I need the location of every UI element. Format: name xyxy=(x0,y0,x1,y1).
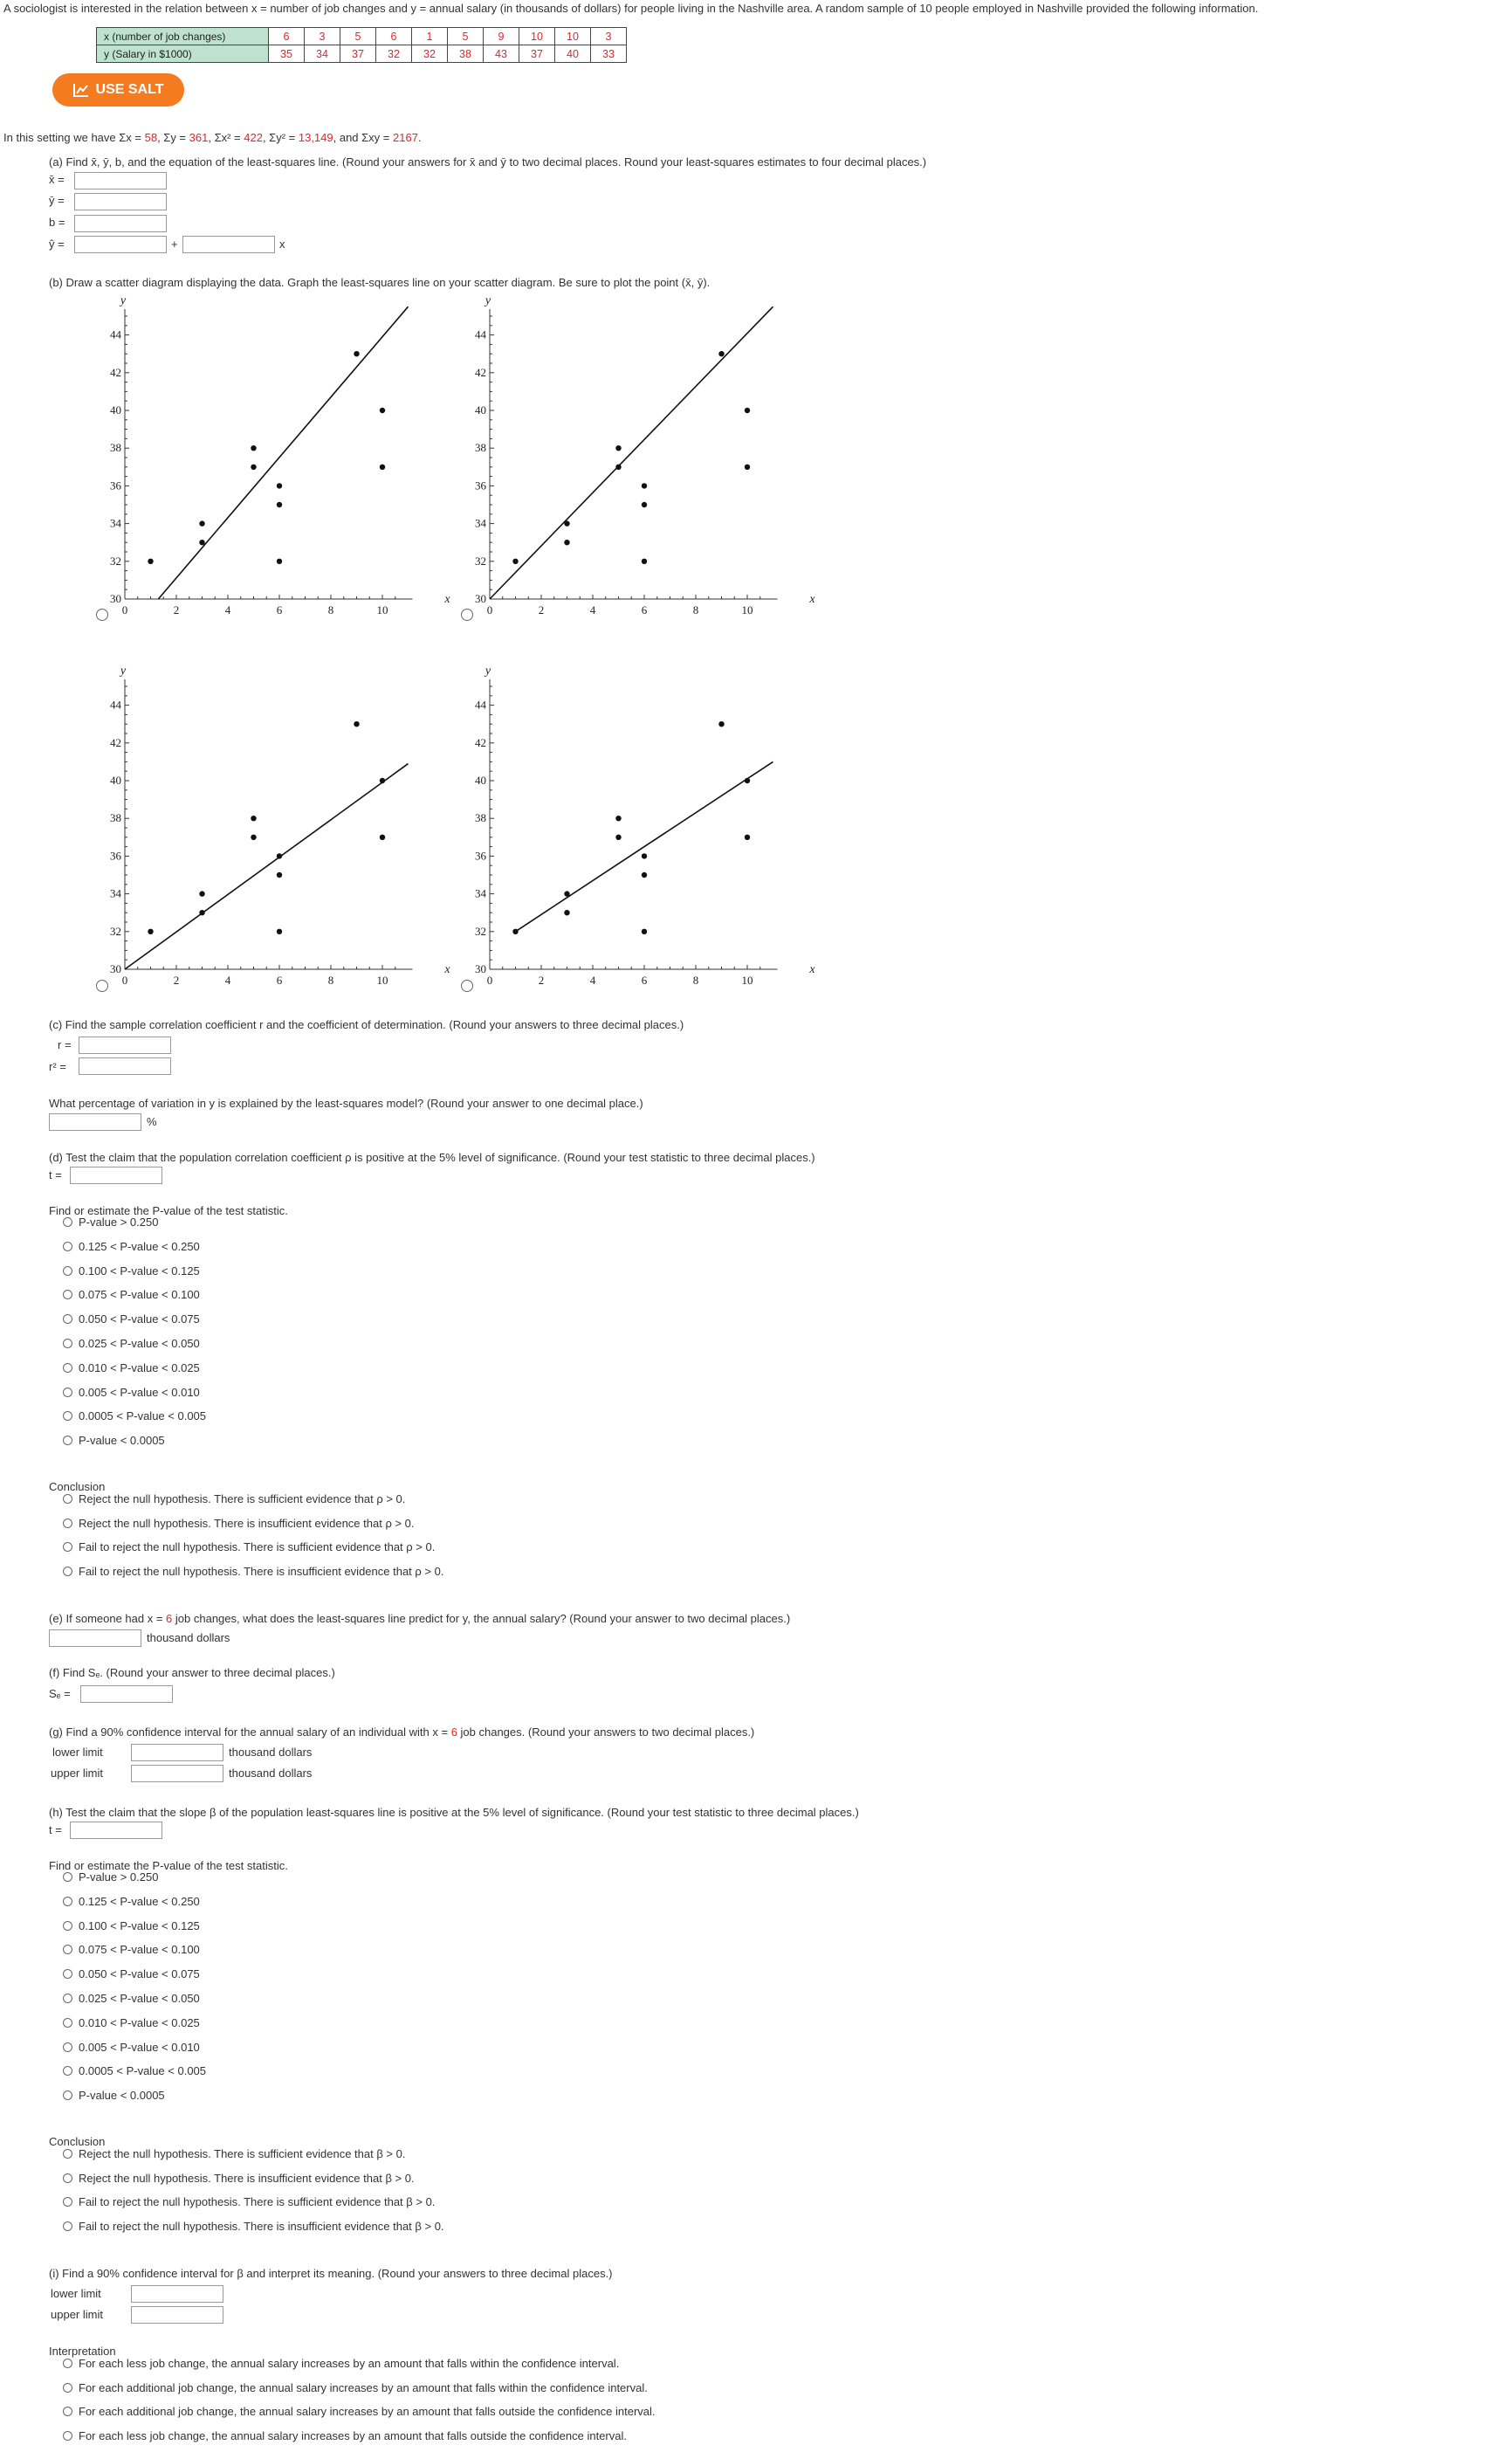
data-point xyxy=(642,483,647,488)
least-squares-line xyxy=(125,764,409,969)
d-pvalue-option[interactable] xyxy=(63,1288,200,1301)
y-tick-label: 34 xyxy=(475,516,486,530)
d-pvalue-option-label: 0.050 < P-value < 0.075 xyxy=(79,1312,200,1326)
h-pvalue-option[interactable] xyxy=(63,2089,165,2102)
d-pvalue-question: Find or estimate the P-value of the test statistic. xyxy=(49,1204,288,1217)
scatter-plot-4 xyxy=(475,665,815,987)
plot-option-4-radio[interactable] xyxy=(461,980,473,992)
g-upper-label: upper limit xyxy=(51,1767,103,1780)
interpretation-option-label: For each additional job change, the annual salary increases by an amount that falls outside the confidence interval. xyxy=(79,2405,656,2419)
x-tick-label: 6 xyxy=(641,974,648,987)
x-cell: 6 xyxy=(269,28,305,45)
data-point xyxy=(199,910,204,915)
y-cell: 37 xyxy=(340,45,376,63)
y-tick-label: 36 xyxy=(110,479,121,492)
h-conclusion-option[interactable] xyxy=(63,2172,415,2185)
data-point xyxy=(277,483,282,488)
y-tick-label: 30 xyxy=(110,962,121,975)
y-axis-label: y xyxy=(120,665,127,678)
interpretation-option[interactable] xyxy=(63,2405,656,2418)
x-tick-label: 6 xyxy=(276,603,283,616)
data-point xyxy=(380,835,385,840)
y-cell: 32 xyxy=(376,45,412,63)
radio-button[interactable] xyxy=(63,2149,72,2159)
data-point xyxy=(199,540,204,545)
least-squares-line xyxy=(490,306,773,599)
d-conclusion-label: Conclusion xyxy=(49,1480,106,1493)
data-point xyxy=(512,929,518,934)
x-tick-label: 0 xyxy=(121,603,128,616)
y-tick-label: 36 xyxy=(110,849,121,863)
y-tick-label: 30 xyxy=(475,962,486,975)
d-pvalue-option-label: 0.0005 < P-value < 0.005 xyxy=(79,1409,207,1423)
data-point xyxy=(380,408,385,413)
h-pvalue-option-label: 0.125 < P-value < 0.250 xyxy=(79,1894,200,1908)
d-pvalue-option[interactable] xyxy=(63,1312,200,1326)
i-lower-input[interactable] xyxy=(131,2285,223,2303)
y-header: y (Salary in $1000) xyxy=(97,45,269,63)
radio-button[interactable] xyxy=(63,2197,72,2207)
intro-text: A sociologist is interested in the relation between x = number of job changes and y = annual salary (in thousands of dollars) for people living in the Nashville area. A random sample of 10 people employed in Nashville provided the following information. xyxy=(3,2,1259,15)
d-pvalue-option-label: 0.025 < P-value < 0.050 xyxy=(79,1337,200,1350)
d-pvalue-option[interactable] xyxy=(63,1240,200,1253)
radio-button[interactable] xyxy=(63,2221,72,2231)
y-cell: 33 xyxy=(591,45,627,63)
h-pvalue-option-label: P-value < 0.0005 xyxy=(79,2089,165,2103)
x-tick-label: 8 xyxy=(692,603,699,616)
percent-input[interactable] xyxy=(49,1113,141,1131)
least-squares-line xyxy=(158,306,408,599)
d-pvalue-option-label: P-value > 0.250 xyxy=(79,1216,159,1229)
x-tick-label: 2 xyxy=(173,603,180,616)
part-i-question: (i) Find a 90% confidence interval for β and interpret its meaning. (Round your answers to three decimal places.) xyxy=(49,2267,613,2280)
h-pvalue-option-label: 0.100 < P-value < 0.125 xyxy=(79,1918,200,1932)
use-salt-label: USE SALT xyxy=(95,82,164,97)
h-pvalue-option[interactable] xyxy=(63,1967,200,1980)
h-pvalue-question: Find or estimate the P-value of the test statistic. xyxy=(49,1859,288,1872)
radio-button[interactable] xyxy=(63,1388,72,1397)
data-point xyxy=(277,559,282,564)
y-tick-label: 38 xyxy=(475,441,486,455)
radio-button[interactable] xyxy=(63,1872,72,1882)
interpretation-option[interactable] xyxy=(63,2381,648,2394)
x-tick-label: 4 xyxy=(224,603,231,616)
interpretation-option[interactable] xyxy=(63,2357,619,2370)
r2-input[interactable] xyxy=(79,1057,171,1075)
radio-button[interactable] xyxy=(63,1314,72,1324)
radio-button[interactable] xyxy=(63,2431,72,2441)
h-conclusion-option-label: Fail to reject the null hypothesis. There is insufficient evidence that β > 0. xyxy=(79,2219,444,2233)
data-point xyxy=(148,559,153,564)
y-tick-label: 40 xyxy=(110,774,121,787)
y-cell: 40 xyxy=(555,45,591,63)
h-pvalue-option-label: 0.025 < P-value < 0.050 xyxy=(79,1992,200,2005)
radio-button[interactable] xyxy=(63,2090,72,2100)
h-t-input[interactable] xyxy=(70,1822,162,1839)
y-tick-label: 30 xyxy=(110,592,121,605)
h-pvalue-option-label: 0.005 < P-value < 0.010 xyxy=(79,2040,200,2054)
interpretation-option-label: For each less job change, the annual salary increases by an amount that falls outside the confidence interval. xyxy=(79,2428,627,2442)
scatter-plot-3 xyxy=(110,665,450,987)
data-point xyxy=(380,778,385,783)
part-c-question: (c) Find the sample correlation coefficient r and the coefficient of determination. (Round your answers to three decimal places.) xyxy=(49,1018,684,1031)
part-b-question: (b) Draw a scatter diagram displaying the data. Graph the least-squares line on your scatter diagram. Be sure to plot the point (x̄, ȳ). xyxy=(49,276,711,289)
x-var-label: x xyxy=(279,238,285,251)
y-tick-label: 40 xyxy=(475,403,486,417)
part-d-question: (d) Test the claim that the population correlation coefficient ρ is positive at the 5% level of significance. (Round your test statistic to three decimal places.) xyxy=(49,1151,815,1164)
y-cell: 34 xyxy=(305,45,340,63)
y-axis-label: y xyxy=(120,294,127,307)
x-header: x (number of job changes) xyxy=(97,28,269,45)
radio-button[interactable] xyxy=(63,1897,72,1906)
data-point xyxy=(642,853,647,858)
part-e-question: (e) If someone had x = 6 job changes, what does the least-squares line predict for y, the annual salary? (Round your answer to two decimal places.) xyxy=(49,1612,791,1625)
plus-label: + xyxy=(171,238,178,251)
radio-button[interactable] xyxy=(63,1411,72,1421)
h-pvalue-option[interactable] xyxy=(63,1895,200,1908)
data-point xyxy=(380,465,385,470)
radio-button[interactable] xyxy=(63,1363,72,1373)
interpretation-label: Interpretation xyxy=(49,2345,116,2358)
ybar-label: ȳ = xyxy=(49,194,65,207)
h-pvalue-option-label: P-value > 0.250 xyxy=(79,1870,159,1884)
g-upper-input[interactable] xyxy=(131,1765,223,1782)
e-unit: thousand dollars xyxy=(147,1631,230,1644)
plot-option-3-radio[interactable] xyxy=(96,980,108,992)
d-conclusion-option[interactable] xyxy=(63,1540,435,1553)
data-point xyxy=(277,872,282,878)
h-pvalue-option[interactable] xyxy=(63,2064,206,2077)
y-tick-label: 38 xyxy=(475,811,486,825)
se-label: Sₑ = xyxy=(49,1687,71,1700)
radio-button[interactable] xyxy=(63,1436,72,1445)
x-tick-label: 8 xyxy=(327,603,334,616)
r-label: r = xyxy=(58,1038,72,1051)
data-point xyxy=(745,408,750,413)
y-cell: 32 xyxy=(412,45,448,63)
y-cell: 43 xyxy=(484,45,519,63)
radio-button[interactable] xyxy=(63,2383,72,2393)
sums-line: In this setting we have Σx = 58, Σy = 361, Σx² = 422, Σy² = 13,149, and Σxy = 2167. xyxy=(3,131,422,144)
y-tick-label: 42 xyxy=(110,365,121,379)
y-tick-label: 42 xyxy=(475,735,486,749)
data-point xyxy=(615,465,621,470)
data-point xyxy=(564,520,569,526)
h-pvalue-option-label: 0.050 < P-value < 0.075 xyxy=(79,1967,200,1981)
data-point xyxy=(718,721,724,727)
x-cell: 3 xyxy=(591,28,627,45)
h-pvalue-option-label: 0.010 < P-value < 0.025 xyxy=(79,2015,200,2029)
radio-button[interactable] xyxy=(63,1519,72,1528)
d-pvalue-option-label: P-value < 0.0005 xyxy=(79,1434,165,1448)
d-conclusion-option-label: Fail to reject the null hypothesis. There is insufficient evidence that ρ > 0. xyxy=(79,1564,444,1578)
data-point xyxy=(642,929,647,934)
x-tick-label: 4 xyxy=(589,974,596,987)
radio-button[interactable] xyxy=(63,1945,72,1954)
x-tick-label: 6 xyxy=(276,974,283,987)
i-upper-label: upper limit xyxy=(51,2308,103,2321)
d-conclusion-option-label: Fail to reject the null hypothesis. There is sufficient evidence that ρ > 0. xyxy=(79,1540,436,1553)
part-a-question: (a) Find x̄, ȳ, b, and the equation of the least-squares line. (Round your answers for x̄ and ȳ to two decimal places. Round your least-squares estimates to four decimal places.) xyxy=(49,155,927,169)
data-point xyxy=(745,778,750,783)
data-point xyxy=(745,835,750,840)
y-tick-label: 36 xyxy=(475,479,486,492)
y-tick-label: 32 xyxy=(475,924,486,938)
radio-button[interactable] xyxy=(63,1921,72,1931)
y-axis-label: y xyxy=(485,294,491,307)
interpretation-option-label: For each less job change, the annual salary increases by an amount that falls within the confidence interval. xyxy=(79,2357,620,2370)
x-tick-label: 10 xyxy=(376,974,388,987)
h-pvalue-option[interactable] xyxy=(63,2016,200,2029)
y-tick-label: 40 xyxy=(475,774,486,787)
d-t-input[interactable] xyxy=(70,1167,162,1184)
g-lower-input[interactable] xyxy=(131,1744,223,1761)
h-conclusion-option[interactable] xyxy=(63,2220,444,2233)
radio-button[interactable] xyxy=(63,1567,72,1576)
y-tick-label: 34 xyxy=(475,886,486,900)
d-pvalue-option[interactable] xyxy=(63,1216,158,1229)
x-tick-label: 8 xyxy=(692,974,699,987)
e-prediction-input[interactable] xyxy=(49,1629,141,1647)
b-label: b = xyxy=(49,216,65,229)
yhat-label: ŷ = xyxy=(49,238,65,251)
data-point xyxy=(615,816,621,821)
d-pvalue-option-label: 0.100 < P-value < 0.125 xyxy=(79,1264,200,1278)
scatter-options xyxy=(0,0,1512,1004)
d-pvalue-option[interactable] xyxy=(63,1361,200,1374)
d-conclusion-option-label: Reject the null hypothesis. There is insufficient evidence that ρ > 0. xyxy=(79,1516,415,1530)
x-cell: 5 xyxy=(448,28,484,45)
radio-button[interactable] xyxy=(63,1494,72,1504)
h-conclusion-option-label: Reject the null hypothesis. There is sufficient evidence that β > 0. xyxy=(79,2147,406,2160)
radio-button[interactable] xyxy=(63,2018,72,2028)
h-conclusion-label: Conclusion xyxy=(49,2135,106,2148)
d-pvalue-option[interactable] xyxy=(63,1409,206,1422)
data-point xyxy=(564,910,569,915)
x-cell: 9 xyxy=(484,28,519,45)
data-point xyxy=(277,502,282,507)
radio-button[interactable] xyxy=(63,2066,72,2076)
d-conclusion-option[interactable] xyxy=(63,1517,415,1530)
y-tick-label: 36 xyxy=(475,849,486,863)
x-cell: 1 xyxy=(412,28,448,45)
radio-button[interactable] xyxy=(63,2359,72,2368)
y-tick-label: 42 xyxy=(475,365,486,379)
y-axis-label: y xyxy=(485,665,491,678)
x-tick-label: 4 xyxy=(589,603,596,616)
h-conclusion-option-label: Reject the null hypothesis. There is insufficient evidence that β > 0. xyxy=(79,2171,415,2185)
x-axis-label: x xyxy=(809,963,815,976)
x-axis-label: x xyxy=(444,593,450,606)
d-pvalue-option[interactable] xyxy=(63,1337,200,1350)
g-lower-label: lower limit xyxy=(52,1746,103,1759)
y-tick-label: 38 xyxy=(110,811,121,825)
data-point xyxy=(354,721,359,727)
i-upper-input[interactable] xyxy=(131,2306,223,2324)
part-h-question: (h) Test the claim that the slope β of the population least-squares line is positive at the 5% level of significance. (Round your test statistic to three decimal places.) xyxy=(49,1806,859,1819)
h-pvalue-option[interactable] xyxy=(63,1943,200,1956)
y-cell: 38 xyxy=(448,45,484,63)
r-input[interactable] xyxy=(79,1037,171,1054)
plot-option-1-radio[interactable] xyxy=(96,609,108,621)
data-point xyxy=(277,929,282,934)
interpretation-option-label: For each additional job change, the annual salary increases by an amount that falls within the confidence interval. xyxy=(79,2380,648,2394)
x-tick-label: 10 xyxy=(741,603,753,616)
data-point xyxy=(251,445,256,451)
radio-button[interactable] xyxy=(63,2042,72,2052)
y-tick-label: 44 xyxy=(475,698,486,712)
data-point xyxy=(251,816,256,821)
data-point xyxy=(251,465,256,470)
scatter-plot-2 xyxy=(475,294,815,616)
y-cell: 35 xyxy=(269,45,305,63)
h-pvalue-option[interactable] xyxy=(63,1919,200,1932)
data-point xyxy=(564,891,569,896)
d-t-label: t = xyxy=(49,1168,62,1181)
d-pvalue-option-label: 0.075 < P-value < 0.100 xyxy=(79,1288,200,1302)
y-tick-label: 44 xyxy=(110,327,121,341)
d-pvalue-option-label: 0.010 < P-value < 0.025 xyxy=(79,1360,200,1374)
h-pvalue-option-label: 0.075 < P-value < 0.100 xyxy=(79,1943,200,1957)
d-pvalue-option[interactable] xyxy=(63,1264,200,1278)
data-point xyxy=(148,929,153,934)
x-cell: 3 xyxy=(305,28,340,45)
h-pvalue-option-label: 0.0005 < P-value < 0.005 xyxy=(79,2064,207,2078)
g-lower-unit: thousand dollars xyxy=(229,1746,313,1759)
h-pvalue-option[interactable] xyxy=(63,1870,158,1884)
data-point xyxy=(354,351,359,356)
d-conclusion-option[interactable] xyxy=(63,1565,443,1578)
radio-button[interactable] xyxy=(63,2407,72,2416)
part-g-question: (g) Find a 90% confidence interval for the annual salary of an individual with x = 6 job changes. (Round your answers to two decimal places.) xyxy=(49,1725,755,1739)
x-cell: 6 xyxy=(376,28,412,45)
data-point xyxy=(512,559,518,564)
h-pvalue-option[interactable] xyxy=(63,2041,200,2054)
radio-button[interactable] xyxy=(63,1290,72,1299)
scatter-plot-1 xyxy=(110,294,450,616)
se-input[interactable] xyxy=(80,1685,173,1703)
radio-button[interactable] xyxy=(63,1242,72,1251)
h-pvalue-option[interactable] xyxy=(63,1992,200,2005)
x-tick-label: 0 xyxy=(486,974,493,987)
y-tick-label: 34 xyxy=(110,516,121,530)
x-cell: 10 xyxy=(519,28,555,45)
radio-button[interactable] xyxy=(63,1339,72,1348)
data-point xyxy=(642,559,647,564)
y-tick-label: 34 xyxy=(110,886,121,900)
g-upper-unit: thousand dollars xyxy=(229,1767,313,1780)
d-pvalue-option[interactable] xyxy=(63,1434,165,1447)
data-point xyxy=(564,540,569,545)
h-conclusion-option[interactable] xyxy=(63,2195,435,2208)
radio-button[interactable] xyxy=(63,1969,72,1979)
data-point xyxy=(251,835,256,840)
radio-button[interactable] xyxy=(63,1217,72,1227)
data-point xyxy=(199,891,204,896)
part-f-question: (f) Find Sₑ. (Round your answer to three decimal places.) xyxy=(49,1666,335,1679)
radio-button[interactable] xyxy=(63,1266,72,1276)
d-pvalue-option[interactable] xyxy=(63,1386,200,1399)
plot-option-2-radio[interactable] xyxy=(461,609,473,621)
y-tick-label: 32 xyxy=(475,554,486,568)
x-tick-label: 8 xyxy=(327,974,334,987)
x-tick-label: 2 xyxy=(173,974,180,987)
y-tick-label: 42 xyxy=(110,735,121,749)
x-tick-label: 2 xyxy=(538,974,545,987)
percent-question: What percentage of variation in y is explained by the least-squares model? (Round your answer to one decimal place.) xyxy=(49,1097,643,1110)
i-lower-label: lower limit xyxy=(51,2287,101,2300)
y-tick-label: 32 xyxy=(110,554,121,568)
x-tick-label: 10 xyxy=(741,974,753,987)
y-tick-label: 40 xyxy=(110,403,121,417)
interpretation-option[interactable] xyxy=(63,2429,627,2442)
radio-button[interactable] xyxy=(63,1542,72,1552)
x-tick-label: 6 xyxy=(641,603,648,616)
radio-button[interactable] xyxy=(63,1994,72,2003)
d-conclusion-option[interactable] xyxy=(63,1492,405,1505)
percent-unit: % xyxy=(147,1115,157,1128)
x-cell: 10 xyxy=(555,28,591,45)
xbar-label: x̄ = xyxy=(49,173,65,186)
data-point xyxy=(642,872,647,878)
data-point xyxy=(615,445,621,451)
data-point xyxy=(277,853,282,858)
x-tick-label: 0 xyxy=(121,974,128,987)
h-conclusion-option-label: Fail to reject the null hypothesis. There is sufficient evidence that β > 0. xyxy=(79,2195,436,2208)
radio-button[interactable] xyxy=(63,2173,72,2183)
data-point xyxy=(745,465,750,470)
h-conclusion-option[interactable] xyxy=(63,2147,405,2160)
x-tick-label: 2 xyxy=(538,603,545,616)
h-t-label: t = xyxy=(49,1823,62,1836)
data-point xyxy=(199,520,204,526)
data-point xyxy=(615,835,621,840)
d-pvalue-option-label: 0.125 < P-value < 0.250 xyxy=(79,1239,200,1253)
data-point xyxy=(718,351,724,356)
y-tick-label: 38 xyxy=(110,441,121,455)
least-squares-line xyxy=(516,761,773,931)
d-pvalue-option-label: 0.005 < P-value < 0.010 xyxy=(79,1385,200,1399)
x-axis-label: x xyxy=(809,593,815,606)
r2-label: r² = xyxy=(49,1060,66,1073)
x-cell: 5 xyxy=(340,28,376,45)
data-point xyxy=(642,502,647,507)
x-tick-label: 0 xyxy=(486,603,493,616)
x-tick-label: 4 xyxy=(224,974,231,987)
y-tick-label: 44 xyxy=(475,327,486,341)
y-tick-label: 44 xyxy=(110,698,121,712)
x-tick-label: 10 xyxy=(376,603,388,616)
y-tick-label: 32 xyxy=(110,924,121,938)
y-tick-label: 30 xyxy=(475,592,486,605)
d-conclusion-option-label: Reject the null hypothesis. There is sufficient evidence that ρ > 0. xyxy=(79,1492,406,1505)
y-cell: 37 xyxy=(519,45,555,63)
x-axis-label: x xyxy=(444,963,450,976)
